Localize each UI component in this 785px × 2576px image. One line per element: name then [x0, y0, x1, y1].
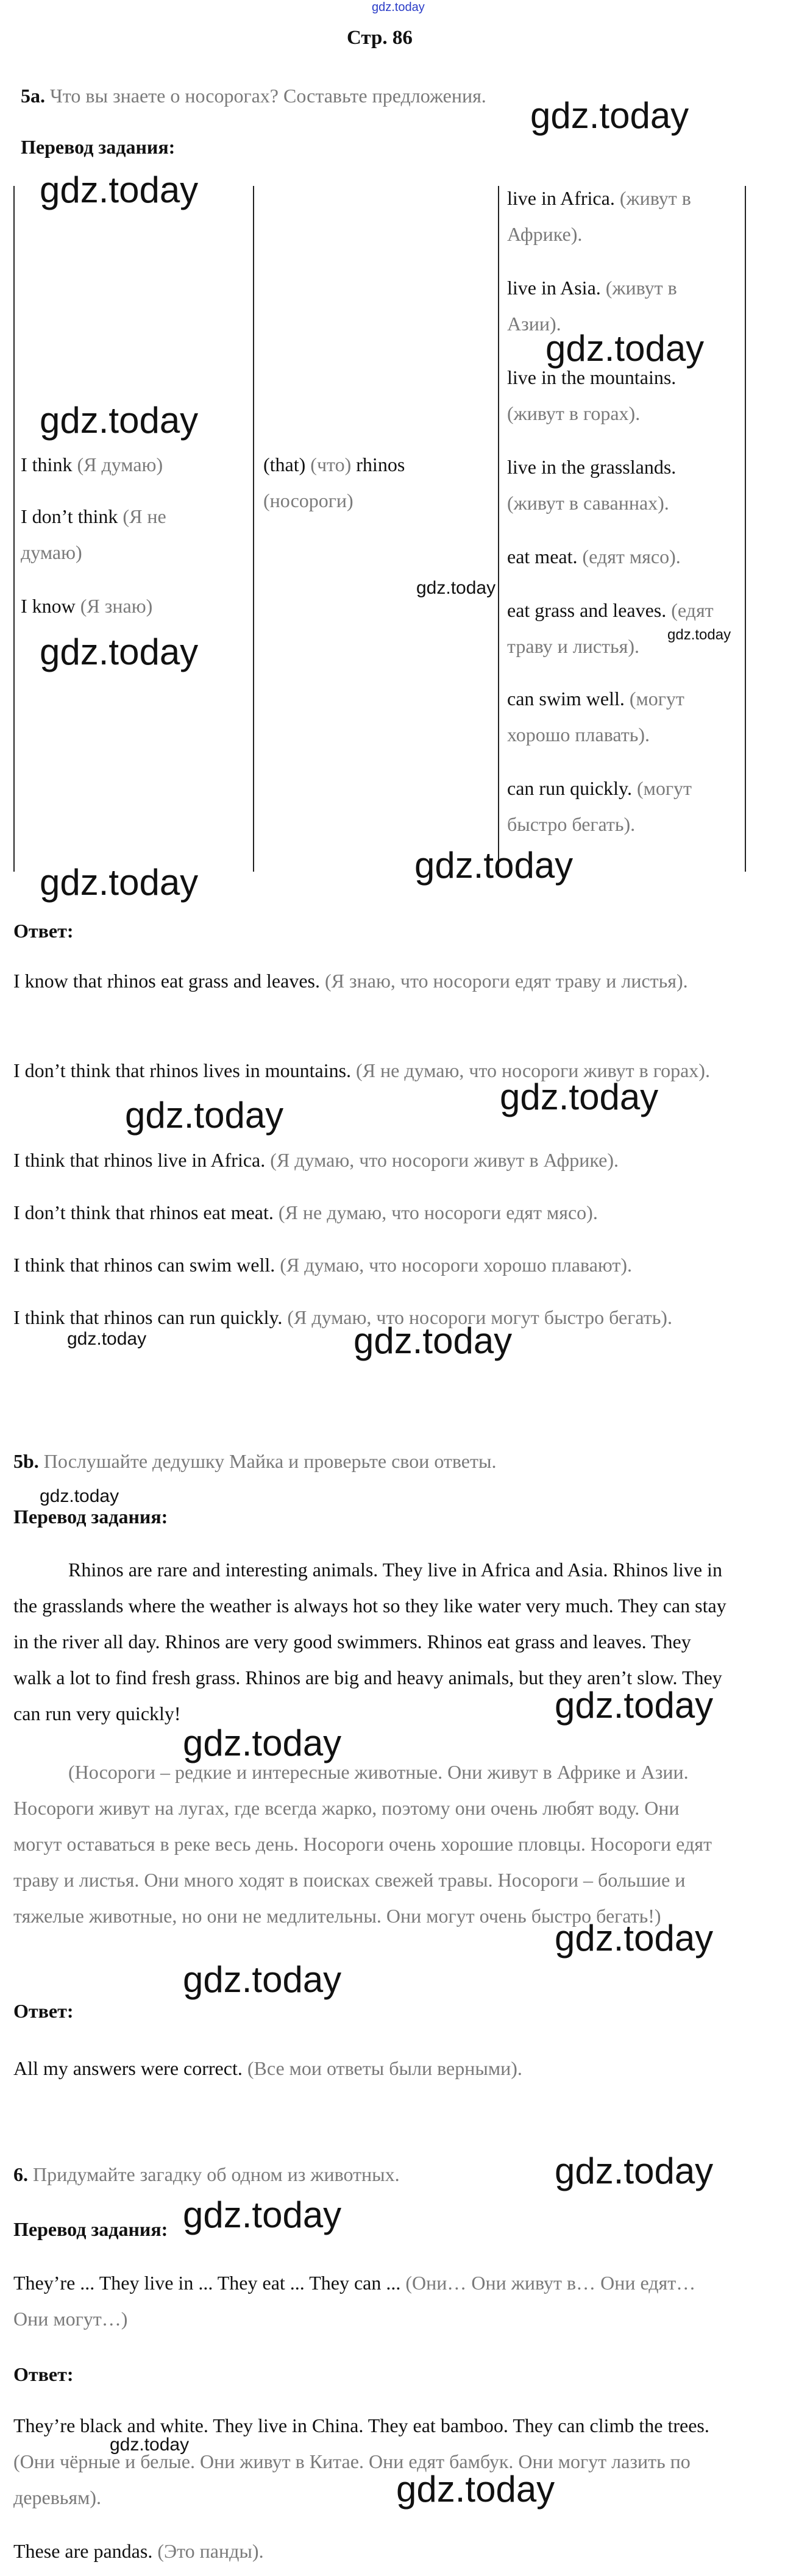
watermark: gdz.today — [40, 862, 199, 903]
task-6-answer: They’re black and white. They live in China. They eat bamboo. They can climb the trees. (Они чёрные и белые. Они живут в Китае. Они едят бамбук. Они могут лазить по деревьям). — [13, 2414, 709, 2508]
col1-item: I know (Я знаю) — [21, 595, 153, 617]
answer-line: I think that rhinos can run quickly. (Я думаю, что носороги могут быстро бегать). — [13, 1306, 672, 1328]
watermark: gdz.today — [353, 1320, 513, 1361]
watermark: gdz.today — [110, 2435, 190, 2455]
task-6-heading — [13, 2157, 400, 2193]
page-title: Стр. 86 — [347, 27, 413, 49]
watermark: gdz.today — [183, 1723, 342, 1763]
task-5b-instruction: Послушайте дедушку Майка и проверьте свои ответы. — [43, 1450, 497, 1472]
task-5a-answer-heading: Ответ: — [13, 920, 74, 942]
task-5b-number: 5b. — [13, 1450, 39, 1472]
task-5b-heading — [13, 1443, 496, 1479]
task-5a-translation-heading: Перевод задания: — [21, 136, 176, 158]
col3-item: live in the mountains. (живут в горах). — [507, 366, 677, 424]
task-6-translation-heading: Перевод задания: — [13, 2218, 168, 2240]
task-5a-number: 5a. — [21, 85, 45, 107]
task-5b-text-en: Rhinos are rare and interesting animals. They live in Africa and Asia. Rhinos live in the grasslands where the weather is always hot so they like water very much. They can stay in the river all day. Rhinos are very good swimmers. Rhinos eat grass and leaves. They walk a lot to find fresh grass. Rhinos are big and heavy animals, but they aren’t slow. They can run very quickly! — [13, 1559, 726, 1724]
watermark: gdz.today — [416, 578, 496, 598]
task-5b-answer-heading: Ответ: — [13, 2000, 74, 2022]
watermark: gdz.today — [40, 1486, 119, 1506]
task-6-template: They’re ... They live in ... They eat ... They can ... (Они… Они живут в… Они едят… Они могут…) — [13, 2272, 696, 2330]
col3-item: eat grass and leaves. (едят траву и листья). — [507, 599, 714, 657]
col3-item: live in Asia. (живут в Азии). — [507, 277, 677, 335]
task-6-instruction: Придумайте загадку об одном из животных. — [33, 2163, 400, 2185]
watermark: gdz.today — [545, 328, 705, 369]
col1-item: I don’t think (Я не думаю) — [21, 505, 166, 563]
task-6-number: 6. — [13, 2163, 28, 2185]
task-5a-instruction: Что вы знаете о носорогах? Составьте предложения. — [50, 85, 486, 107]
table-line-left — [13, 186, 15, 872]
task-5b-answer: All my answers were correct. (Все мои ответы были верными). — [13, 2057, 522, 2079]
answer-line: I don’t think that rhinos eat meat. (Я не думаю, что носороги едят мясо). — [13, 1201, 598, 1223]
answer-line: I think that rhinos can swim well. (Я думаю, что носороги хорошо плавают). — [13, 1254, 633, 1276]
watermark: gdz.today — [555, 1685, 714, 1726]
watermark: gdz.today — [40, 169, 199, 210]
answer-line: I think that rhinos live in Africa. (Я думаю, что носороги живут в Африке). — [13, 1149, 619, 1171]
col3-item: live in the grasslands. (живут в саваннах). — [507, 456, 677, 514]
col3-item: can run quickly. (могут быстро бегать). — [507, 777, 692, 835]
watermark: gdz.today — [183, 1959, 342, 2000]
watermark: gdz.today — [125, 1095, 284, 1136]
table-line-1 — [253, 186, 254, 872]
answer-line: I know that rhinos eat grass and leaves. (Я знаю, что носороги едят траву и листья). — [13, 970, 688, 992]
watermark: gdz.today — [183, 2194, 342, 2235]
watermark: gdz.today — [500, 1076, 659, 1117]
task-5a-heading — [21, 78, 486, 114]
site-label: gdz.today — [372, 1, 425, 14]
watermark: gdz.today — [555, 1918, 714, 1959]
col1-item: I think (Я думаю) — [21, 454, 163, 475]
col3-item: eat meat. (едят мясо). — [507, 546, 681, 568]
watermark: gdz.today — [414, 845, 574, 886]
watermark: gdz.today — [396, 2469, 555, 2510]
table-line-2 — [498, 186, 499, 872]
task-5b-translation-heading: Перевод задания: — [13, 1506, 168, 1528]
watermark: gdz.today — [67, 1329, 147, 1349]
task-6-answer-2: These are pandas. (Это панды). — [13, 2540, 264, 2562]
col3-item: can swim well. (могут хорошо плавать). — [507, 688, 684, 745]
task-5b-text-ru: (Носороги – редкие и интересные животные. Они живут в Африке и Азии. Носороги живут на лугах, где всегда жарко, поэтому они очень любят воду. Они могут оставаться в реке весь день. Носороги очень хорошие пловцы. Носороги едят траву и листья. Они много ходят в поисках свежей травы. Носороги – большие и тяжелые животные, но они не медлительны. Они могут очень быстро бегать!) — [13, 1761, 712, 1927]
watermark: gdz.today — [667, 627, 731, 643]
answer-line: I don’t think that rhinos lives in mountains. (Я не думаю, что носороги живут в горах). — [13, 1059, 710, 1081]
watermark: gdz.today — [530, 95, 689, 136]
watermark: gdz.today — [40, 632, 199, 672]
watermark: gdz.today — [555, 2151, 714, 2191]
col3-item: live in Africa. (живут в Африке). — [507, 187, 691, 245]
task-6-answer-heading: Ответ: — [13, 2363, 74, 2385]
table-line-right — [745, 186, 746, 872]
watermark: gdz.today — [40, 400, 199, 441]
col2-item: (that) (что) rhinos (носороги) — [263, 454, 405, 511]
